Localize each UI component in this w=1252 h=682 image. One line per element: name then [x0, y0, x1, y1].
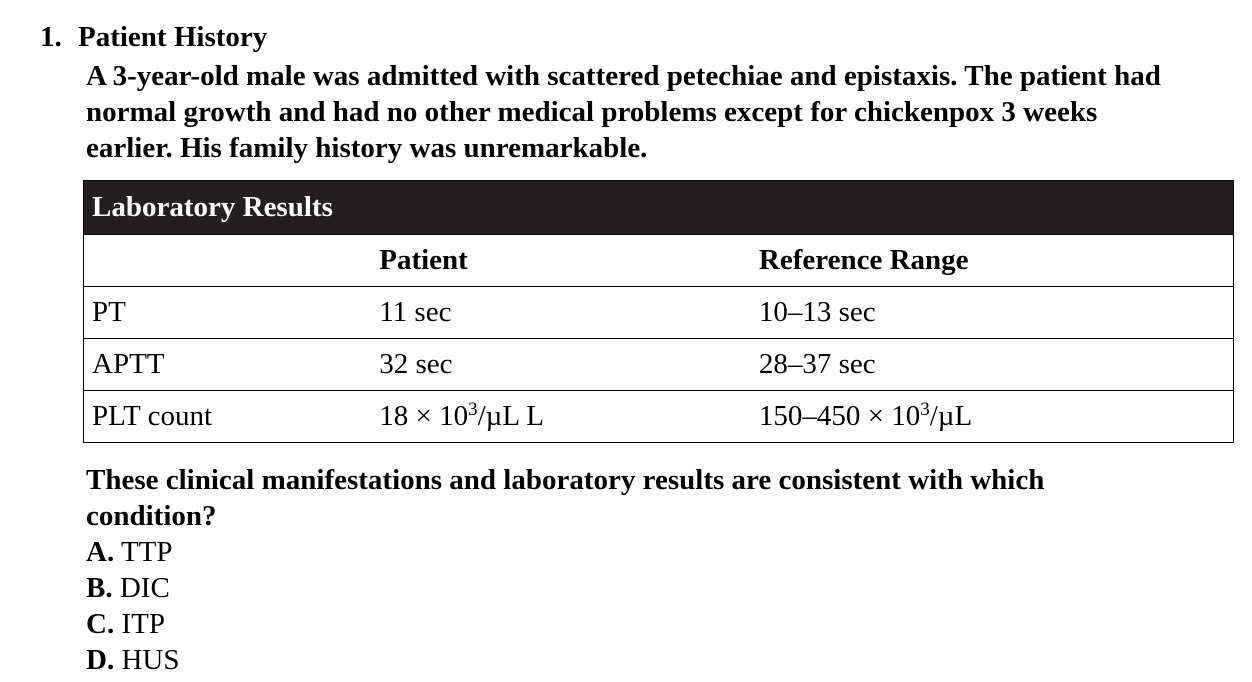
table-row — [84, 339, 1234, 391]
test-name: PT — [84, 287, 372, 339]
option-letter: B. — [86, 572, 113, 604]
history-line: normal growth and had no other medical problems except for chickenpox 3 weeks — [86, 96, 1098, 128]
reference-value-prefix: 150–450 × 10 — [758, 400, 921, 432]
patient-value: 32 sec — [371, 339, 751, 391]
reference-value: 28–37 sec — [751, 339, 1234, 391]
history-line: A 3-year-old male was admitted with scattered petechiae and epistaxis. The patient had — [86, 60, 1161, 92]
reference-value-suffix: /µL — [929, 400, 973, 432]
option-a[interactable] — [86, 534, 179, 570]
option-c[interactable] — [86, 606, 179, 642]
table-row — [84, 287, 1234, 339]
question-prompt — [86, 462, 1186, 534]
prompt-line: condition? — [86, 500, 217, 532]
reference-value: 10–13 sec — [751, 287, 1234, 339]
patient-history — [86, 58, 1252, 166]
prompt-line: These clinical manifestations and laboratory results are consistent with which — [86, 464, 1045, 496]
option-d[interactable] — [86, 642, 179, 678]
patient-value: 11 sec — [371, 287, 751, 339]
laboratory-results-table — [83, 180, 1234, 443]
question-title: Patient History — [78, 21, 268, 53]
option-letter: A. — [86, 536, 115, 568]
test-name: APTT — [84, 339, 372, 391]
table-header-row — [84, 235, 1234, 287]
patient-value — [371, 391, 751, 443]
table-row — [84, 391, 1234, 443]
answer-options — [86, 534, 179, 678]
option-text: TTP — [120, 536, 173, 568]
table-title: Laboratory Results — [84, 181, 1234, 235]
option-b[interactable] — [86, 570, 179, 606]
reference-value — [751, 391, 1234, 443]
option-letter: D. — [86, 644, 115, 676]
option-text: ITP — [121, 608, 165, 640]
patient-value-prefix: 18 × 10 — [379, 400, 469, 432]
header-patient: Patient — [371, 235, 751, 287]
table-title-row — [84, 181, 1234, 235]
option-text: DIC — [119, 572, 170, 604]
option-letter: C. — [86, 608, 115, 640]
question-heading — [40, 20, 267, 54]
reference-value-exponent: 3 — [920, 399, 930, 420]
patient-value-exponent: 3 — [468, 399, 478, 420]
history-line: earlier. His family history was unremarkable. — [86, 132, 648, 164]
header-test — [84, 235, 372, 287]
test-name: PLT count — [84, 391, 372, 443]
header-reference: Reference Range — [751, 235, 1234, 287]
question-number: 1. — [40, 21, 62, 53]
patient-value-suffix: /µL L — [477, 400, 544, 432]
option-text: HUS — [121, 644, 180, 676]
